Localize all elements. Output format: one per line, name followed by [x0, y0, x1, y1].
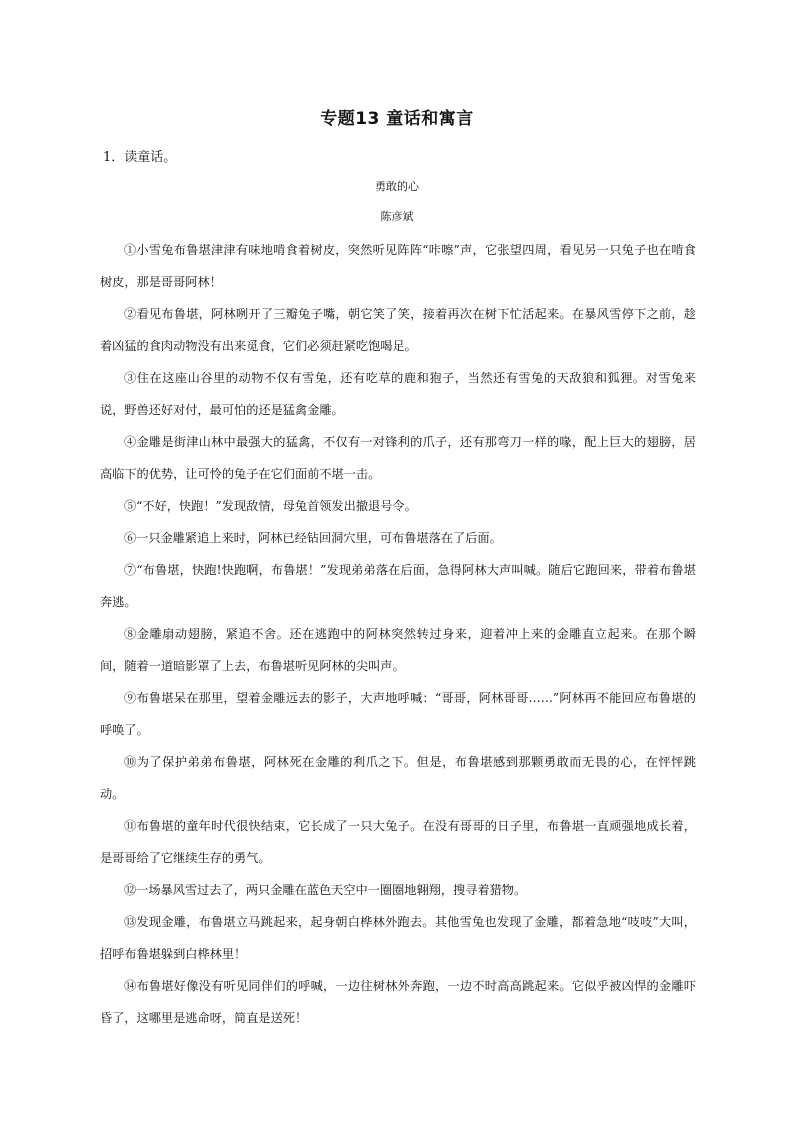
story-paragraph-11: ⑪布鲁堪的童年时代很快结束，它长成了一只大兔子。在没有哥哥的日子里，布鲁堪一直顽强地成长着，是哥哥给了它继续生存的勇气。 — [100, 819, 696, 865]
question-prompt: 1．读童话。 — [103, 150, 177, 165]
story-author: 陈彦斌 — [380, 210, 414, 223]
story-body — [100, 234, 696, 1034]
story-paragraph-1: ①小雪兔布鲁堪津津有味地啃食着树皮，突然听见阵阵“咔嚓”声，它张望四周，看见另一只兔子也在啃食树皮，那是哥哥阿林！ — [100, 243, 696, 289]
story-title: 勇敢的心 — [375, 180, 419, 193]
story-paragraph-10: ⑩为了保护弟弟布鲁堪，阿林死在金雕的利爪之下。但是，布鲁堪感到那颗勇敢而无畏的心，在怦怦跳动。 — [100, 755, 696, 801]
story-paragraph-2: ②看见布鲁堪，阿林咧开了三瓣兔子嘴，朝它笑了笑，接着再次在树下忙活起来。在暴风雪停下之前，趁着凶猛的食肉动物没有出来觅食，它们必须赶紧吃饱喝足。 — [100, 307, 696, 353]
story-paragraph-12: ⑫一场暴风雪过去了，两只金雕在蓝色天空中一圈圈地翱翔，搜寻着猎物。 — [124, 883, 527, 897]
story-paragraph-13: ⑬发现金雕，布鲁堪立马跳起来，起身朝白桦林外跑去。其他雪兔也发现了金雕，都着急地“吱吱”大叫，招呼布鲁堪躲到白桦林里！ — [100, 915, 696, 961]
story-paragraph-6: ⑥一只金雕紧追上来时，阿林已经钻回洞穴里，可布鲁堪落在了后面。 — [124, 531, 502, 545]
story-paragraph-7: ⑦“布鲁堪，快跑!快跑啊，布鲁堪！”发现弟弟落在后面，急得阿林大声叫喊。随后它跑回来，带着布鲁堪奔逃。 — [100, 563, 696, 609]
story-paragraph-9: ⑨布鲁堪呆在那里，望着金雕远去的影子，大声地呼喊：“哥哥，阿林哥哥……”阿林再不能回应布鲁堪的呼唤了。 — [100, 691, 696, 737]
story-paragraph-14: ⑭布鲁堪好像没有听见同伴们的呼喊，一边往树林外奔跑，一边不时高高跳起来。它似乎被凶悍的金雕吓昏了，这哪里是逃命呀，简直是送死！ — [100, 979, 696, 1025]
document-title: 专题13 童话和寓言 — [320, 109, 474, 129]
story-paragraph-4: ④金雕是街津山林中最强大的猛禽，不仅有一对锋利的爪子，还有那弯刀一样的喙，配上巨大的翅膀，居高临下的优势，让可怜的兔子在它们面前不堪一击。 — [100, 435, 696, 481]
story-paragraph-3: ③住在这座山谷里的动物不仅有雪兔，还有吃草的鹿和狍子，当然还有雪兔的天敌狼和狐狸。对雪兔来说，野兽还好对付，最可怕的还是猛禽金雕。 — [100, 371, 696, 417]
story-paragraph-8: ⑧金雕扇动翅膀，紧追不舍。还在逃跑中的阿林突然转过身来，迎着冲上来的金雕直立起来。在那个瞬间，随着一道暗影罩了上去，布鲁堪听见阿林的尖叫声。 — [100, 627, 696, 673]
story-paragraph-5: ⑤“不好，快跑！”发现敌情，母兔首领发出撤退号令。 — [124, 499, 417, 513]
